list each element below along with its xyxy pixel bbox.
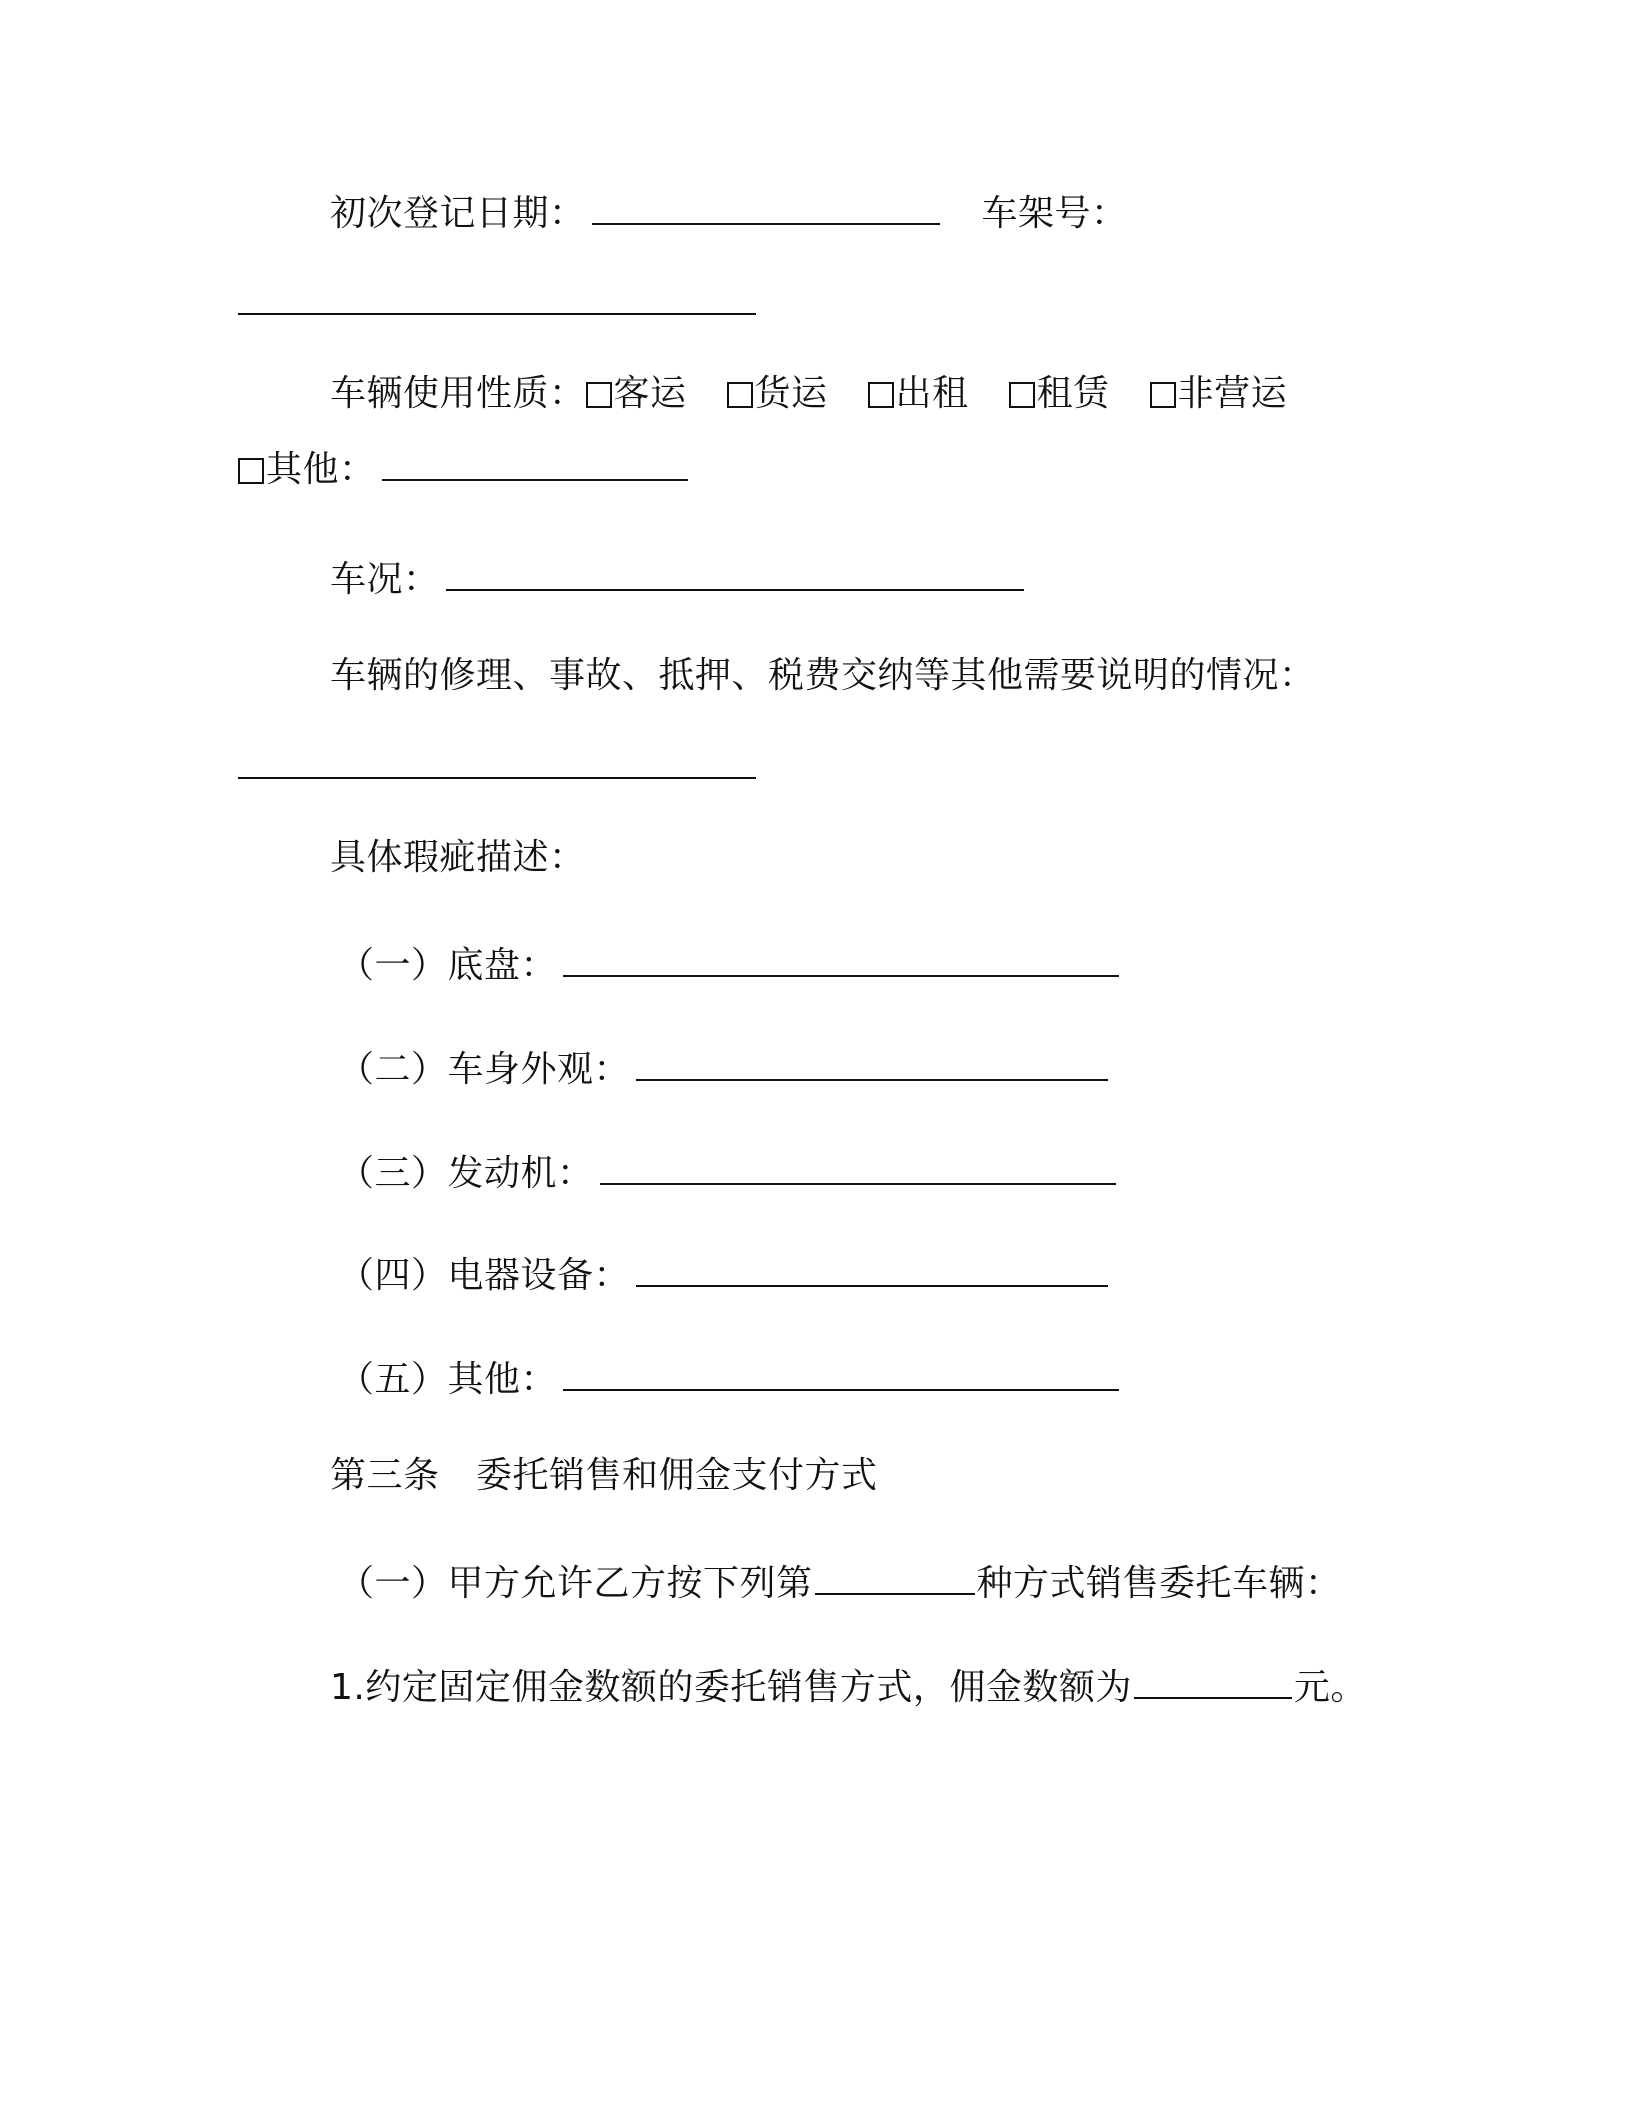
defect-electrical-field[interactable] bbox=[636, 1255, 1108, 1287]
checkbox-icon[interactable] bbox=[1009, 382, 1035, 408]
defect-engine-field[interactable] bbox=[600, 1153, 1116, 1185]
usage-option-lease[interactable]: 租赁 bbox=[1009, 373, 1110, 414]
notes-line bbox=[330, 652, 1316, 700]
method-number-field[interactable] bbox=[815, 1563, 975, 1595]
defect-item-other bbox=[338, 1356, 1125, 1404]
checkbox-icon[interactable] bbox=[238, 458, 264, 484]
condition-field[interactable] bbox=[446, 559, 1024, 591]
usage-option-taxi[interactable]: 出租 bbox=[868, 373, 969, 414]
defect-item-body bbox=[338, 1046, 1114, 1094]
checkbox-icon[interactable] bbox=[868, 382, 894, 408]
defect-chassis-label: （一）底盘： bbox=[338, 945, 558, 986]
article3-item1-prefix: 1.约定固定佣金数额的委托销售方式，佣金数额为 bbox=[330, 1667, 1132, 1708]
defect-item-engine bbox=[338, 1150, 1122, 1198]
defect-item-electrical bbox=[338, 1252, 1114, 1300]
usage-label: 车辆使用性质： bbox=[330, 373, 586, 414]
first-registration-date-label: 初次登记日期： bbox=[330, 193, 586, 234]
article3-heading: 第三条 委托销售和佣金支付方式 bbox=[330, 1455, 878, 1496]
article3-item1-line bbox=[330, 1664, 1367, 1712]
defect-engine-label: （三）发动机： bbox=[338, 1153, 594, 1194]
defect-electrical-label: （四）电器设备： bbox=[338, 1255, 631, 1296]
vin-label: 车架号： bbox=[981, 193, 1128, 234]
defect-chassis-field[interactable] bbox=[563, 945, 1119, 977]
defects-title-line bbox=[330, 834, 586, 882]
checkbox-icon[interactable] bbox=[1150, 382, 1176, 408]
article3-item1-suffix: 元。 bbox=[1293, 1667, 1367, 1708]
usage-other-field[interactable] bbox=[382, 449, 688, 481]
condition-line bbox=[330, 556, 1030, 604]
condition-label: 车况： bbox=[330, 559, 440, 600]
usage-line bbox=[330, 370, 1287, 418]
article3-clause1-line bbox=[338, 1560, 1342, 1608]
defect-item-chassis bbox=[338, 942, 1125, 990]
defect-body-label: （二）车身外观： bbox=[338, 1049, 631, 1090]
usage-option-freight[interactable]: 货运 bbox=[727, 373, 828, 414]
notes-label: 车辆的修理、事故、抵押、税费交纳等其他需要说明的情况： bbox=[330, 655, 1316, 696]
article3-heading-line bbox=[330, 1452, 878, 1500]
defect-other-field[interactable] bbox=[563, 1359, 1119, 1391]
notes-blank-line bbox=[238, 744, 762, 792]
vin-field[interactable] bbox=[238, 283, 756, 315]
usage-option-non-commercial[interactable]: 非营运 bbox=[1150, 373, 1288, 414]
defect-other-label: （五）其他： bbox=[338, 1359, 558, 1400]
first-registration-date-field[interactable] bbox=[592, 193, 940, 225]
defects-title: 具体瑕疵描述： bbox=[330, 837, 586, 878]
checkbox-icon[interactable] bbox=[586, 382, 612, 408]
commission-amount-field[interactable] bbox=[1134, 1667, 1292, 1699]
article3-clause1-suffix: 种方式销售委托车辆： bbox=[976, 1563, 1342, 1604]
notes-field[interactable] bbox=[238, 747, 756, 779]
article3-clause1-prefix: （一）甲方允许乙方按下列第 bbox=[338, 1563, 813, 1604]
usage-option-other[interactable]: 其他： bbox=[238, 449, 376, 490]
vin-line bbox=[238, 280, 762, 328]
defect-body-field[interactable] bbox=[636, 1049, 1108, 1081]
usage-option-passenger[interactable]: 客运 bbox=[586, 373, 687, 414]
usage-other-line bbox=[238, 446, 694, 494]
registration-line bbox=[330, 190, 1128, 238]
checkbox-icon[interactable] bbox=[727, 382, 753, 408]
